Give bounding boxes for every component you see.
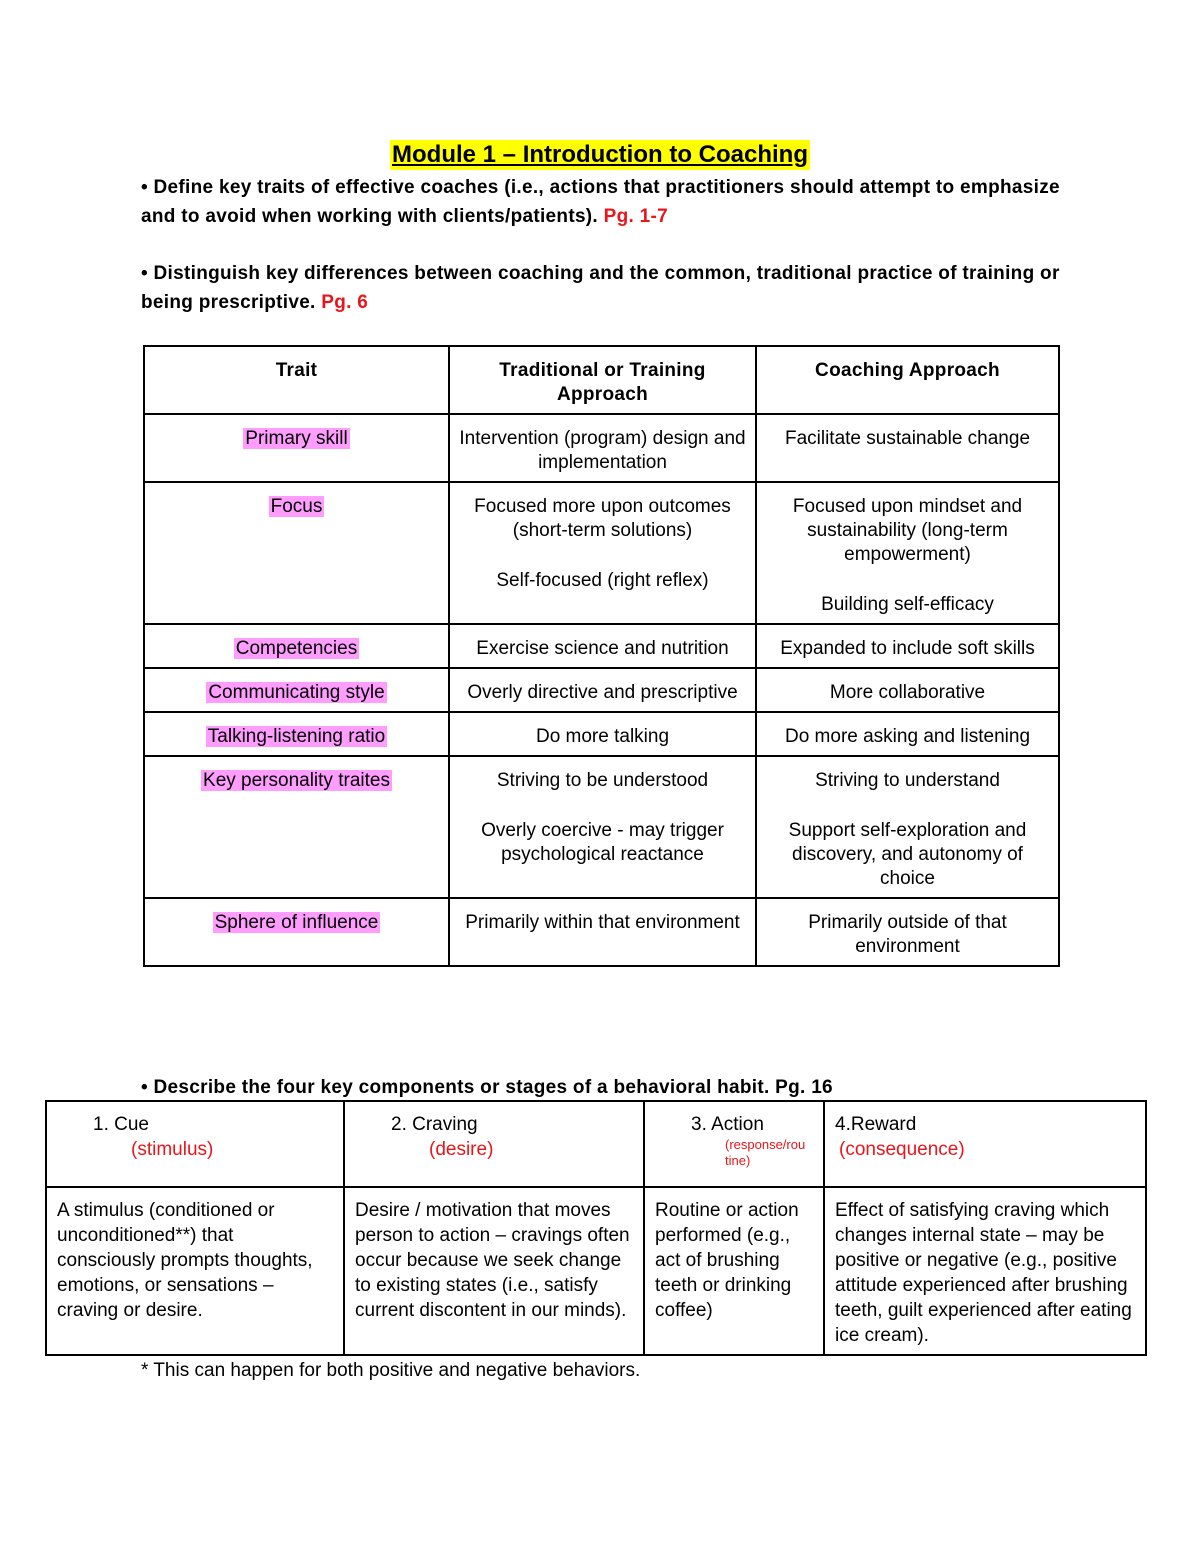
stage-label: 2. Craving bbox=[391, 1114, 478, 1135]
reward-description: Effect of satisfying craving which changes internal state – may be positive or negative (e.g., positive attitude experienced after brushing teeth, guilt experienced after eating ice cream). bbox=[824, 1187, 1146, 1355]
stage-label: 1. Cue bbox=[93, 1114, 149, 1135]
cell-line: Overly coercive - may trigger psychological reactance bbox=[481, 820, 724, 865]
cue-description: A stimulus (conditioned or unconditioned**) that consciously prompts thoughts, emotions, or sensations – craving or desire. bbox=[46, 1187, 344, 1355]
page-reference: Pg. 6 bbox=[321, 292, 369, 313]
table-row bbox=[144, 668, 1059, 712]
coaching-cell bbox=[756, 756, 1059, 898]
objective-traits bbox=[141, 173, 1061, 231]
objective-text: • Distinguish key differences between coaching and the common, traditional practice of training or being prescriptive. bbox=[141, 263, 1060, 313]
stage-label: 4.Reward bbox=[835, 1114, 917, 1135]
objective-text: • Describe the four key components or stages of a behavioral habit bbox=[141, 1077, 764, 1098]
stage-sub: (stimulus) bbox=[131, 1139, 214, 1160]
coaching-cell bbox=[756, 482, 1059, 624]
trait-label: Communicating style bbox=[208, 682, 385, 703]
stage-action bbox=[644, 1101, 824, 1187]
cell-line: Building self-efficacy bbox=[821, 594, 994, 615]
objective-differences bbox=[141, 259, 1061, 317]
header-traditional: Traditional or Training Approach bbox=[449, 346, 756, 414]
table-row bbox=[144, 482, 1059, 624]
traditional-cell: Intervention (program) design and implementation bbox=[449, 414, 756, 482]
footnote: * This can happen for both positive and negative behaviors. bbox=[141, 1360, 641, 1381]
stage-sub: (desire) bbox=[429, 1139, 494, 1160]
table-row bbox=[144, 712, 1059, 756]
traditional-cell bbox=[449, 756, 756, 898]
cell-line: Striving to understand bbox=[815, 770, 1000, 791]
action-description: Routine or action performed (e.g., act of brushing teeth or drinking coffee) bbox=[644, 1187, 824, 1355]
traditional-cell: Exercise science and nutrition bbox=[449, 624, 756, 668]
traditional-cell bbox=[449, 482, 756, 624]
table-header-row bbox=[144, 346, 1059, 414]
cell-line: Focused upon mindset and sustainability (long-term empowerment) bbox=[792, 496, 1023, 565]
coaching-cell: Expanded to include soft skills bbox=[756, 624, 1059, 668]
trait-label: Focus bbox=[270, 496, 323, 517]
craving-description: Desire / motivation that moves person to action – cravings often occur because we seek change to existing states (i.e., satisfy current discontent in our minds). bbox=[344, 1187, 644, 1355]
traditional-cell: Overly directive and prescriptive bbox=[449, 668, 756, 712]
cell-line: Striving to be understood bbox=[496, 770, 709, 791]
table-row bbox=[144, 624, 1059, 668]
table-row bbox=[144, 756, 1059, 898]
page-title: Module 1 – Introduction to Coaching bbox=[392, 141, 808, 168]
objective-text: • Define key traits of effective coaches (i.e., actions that practitioners should attempt to emphasize and to avoid when working with clients/patients). bbox=[141, 177, 1060, 227]
trait-label: Talking-listening ratio bbox=[207, 726, 386, 747]
stage-cue bbox=[46, 1101, 344, 1187]
page-reference: Pg. 1-7 bbox=[603, 206, 669, 227]
trait-label: Sphere of influence bbox=[214, 912, 379, 933]
trait-label: Key personality traites bbox=[203, 770, 390, 791]
cell-line: Support self-exploration and discovery, and autonomy of choice bbox=[788, 820, 1027, 889]
page-reference: . Pg. 16 bbox=[764, 1077, 833, 1098]
coaching-cell: Primarily outside of that environment bbox=[756, 898, 1059, 966]
habit-table bbox=[45, 1100, 1147, 1356]
stage-sub: (response/rou tine) bbox=[725, 1137, 806, 1168]
trait-label: Primary skill bbox=[245, 428, 348, 449]
title-wrap bbox=[0, 140, 1200, 170]
stage-sub: (consequence) bbox=[839, 1139, 965, 1160]
cell-line: Self-focused (right reflex) bbox=[496, 570, 709, 591]
header-coaching: Coaching Approach bbox=[756, 346, 1059, 414]
coaching-cell: Do more asking and listening bbox=[756, 712, 1059, 756]
coaching-cell: More collaborative bbox=[756, 668, 1059, 712]
traditional-cell: Do more talking bbox=[449, 712, 756, 756]
traits-table bbox=[143, 345, 1060, 967]
objective-habit bbox=[141, 1073, 1061, 1102]
cell-line: Focused more upon outcomes (short-term solutions) bbox=[474, 496, 731, 541]
coaching-cell: Facilitate sustainable change bbox=[756, 414, 1059, 482]
habit-stage-row bbox=[46, 1101, 1146, 1187]
stage-craving bbox=[344, 1101, 644, 1187]
header-trait: Trait bbox=[144, 346, 449, 414]
table-row bbox=[144, 898, 1059, 966]
table-row bbox=[144, 414, 1059, 482]
trait-label: Competencies bbox=[235, 638, 358, 659]
stage-label: 3. Action bbox=[691, 1114, 764, 1135]
habit-description-row bbox=[46, 1187, 1146, 1355]
stage-reward bbox=[824, 1101, 1146, 1187]
traditional-cell: Primarily within that environment bbox=[449, 898, 756, 966]
